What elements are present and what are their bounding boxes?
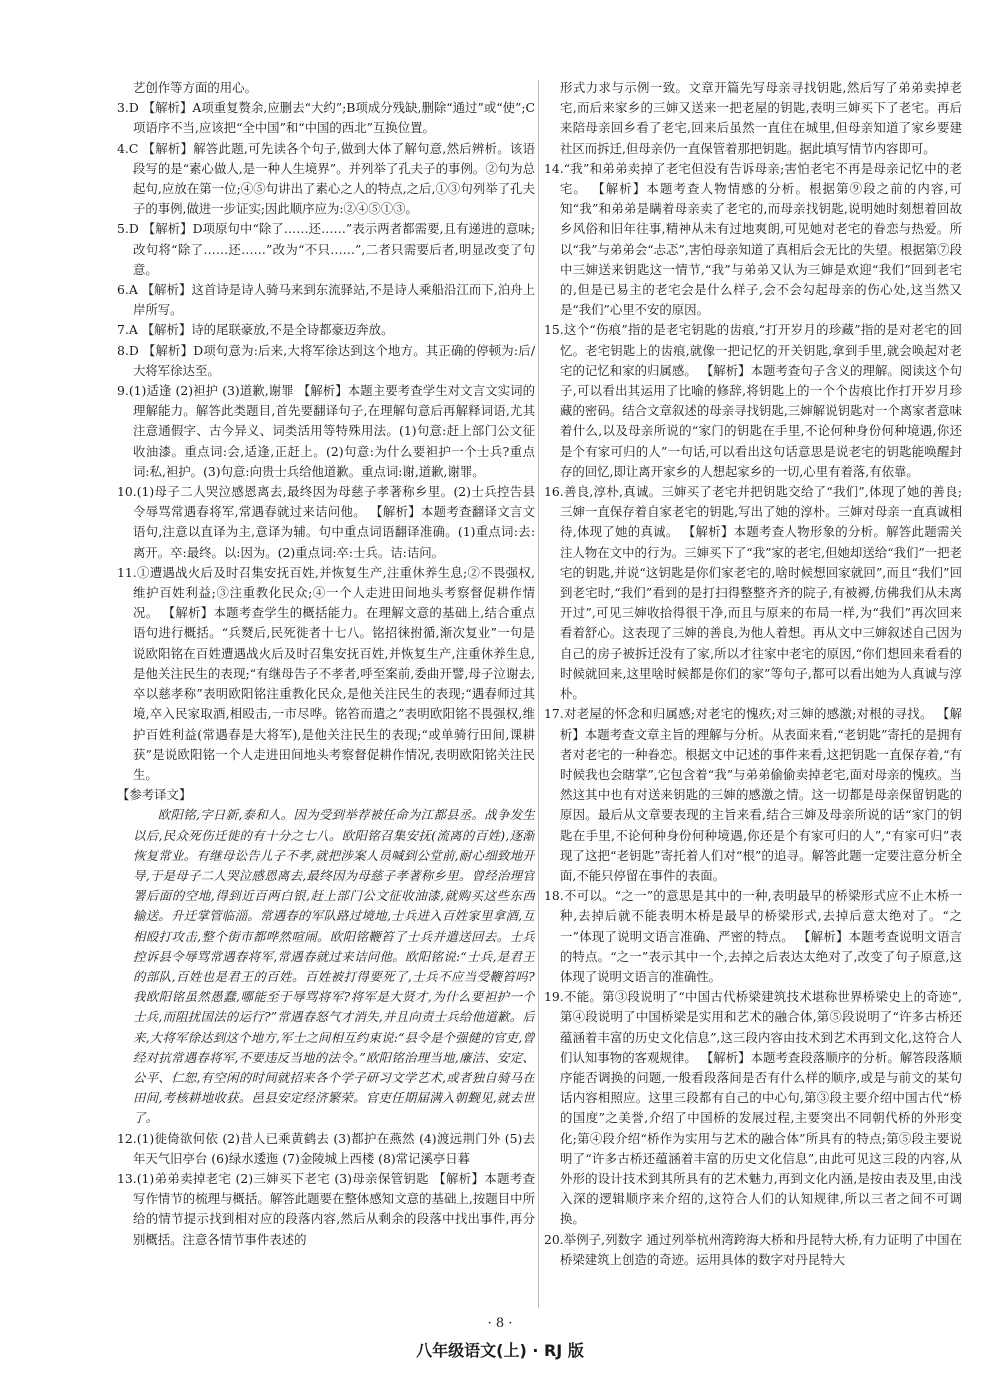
reference-heading: 【参考译文】: [117, 787, 192, 803]
answer-item: 17.对老屋的怀念和归属感;对老宅的愧疚;对三婶的感激;对根的寻找。 【解析】本题考查文章主旨的理解与分析。从表面来看,“老钥匙”寄托的是拥有者对老宅的一种眷恋。根据文中记述的事件来看,这把钥匙一直保存着,“有时候我也会瞎掌”,它包含着“我”与弟弟偷偷卖掉老宅,面对母亲的愧疚。当然这其中也有对送来钥匙的三婶的感激之情。这一切都是母亲保留钥匙的原因。最后从文章要表现的主旨来看,结合三婶及母亲所说的话“家门的钥匙在手里,不论何种身份何种境遇,你还是个有家可归的人”,“有家可归”表现了这把“老钥匙”寄托着人们对“根”的追寻。解答此题一定要注意分析全面,不能只停留在事件的表面。: [544, 706, 962, 883]
answer-item: 3.D 【解析】A项重复赘余,应删去“大约”;B项成分残缺,删除“通过”或“使”;C项语序不当,应该把“全中国”和“中国的西北”互换位置。: [117, 100, 535, 136]
answer-item: 19.不能。第③段说明了“中国古代桥梁建筑技术堪称世界桥梁史上的奇迹”,第④段说明了中国桥梁是实用和艺术的融合体,第⑤段说明了“许多古桥还蕴涵着丰富的历史文化信息”,这三段内容由技术到艺术再到文化,这符合人们认知事物的客观规律。 【解析】本题考查段落顺序的分析。解答段落顺序能否调换的问题,一般看段落间是否有什么样的顺序,或是与前文的某句话内容相照应。这里三段都有自己的中心句,第③段主要介绍中国古代“桥的国度”之美誉,介绍了中国桥的发展过程,主要突出不同朝代桥的外形变化;第④段介绍“桥作为实用与艺术的融合体”所具有的特点;第⑤段主要说明了“许多古桥还蕴涵着丰富的历史文化信息”,由此可见这三段的内容,从外形的设计技术到其所具有的艺术魅力,再到文化内涵,是按由表及里,由浅入深的逻辑顺序来介绍的,这符合人们的认知规律,所以三者之间不可调换。: [544, 989, 962, 1227]
answer-item: 8.D 【解析】D项句意为:后来,大将军徐达到这个地方。其正确的停顿为:后/大将军徐达至。: [117, 342, 535, 378]
answer-item: 13.(1)弟弟卖掉老宅 (2)三婶买下老宅 (3)母亲保管钥匙 【解析】本题考查写作情节的梳理与概括。解答此题要在整体感知文意的基础上,按题目中所给的情节提示找到相对应的段落内容,然后从剩余的段落中找出事件,再分别概括。注意各情节事件表述的: [117, 1170, 535, 1247]
column-divider: [538, 80, 539, 1308]
answer-item: 9.(1)适逢 (2)袒护 (3)道歉,谢罪 【解析】本题主要考查学生对文言文实词的理解能力。解答此类题目,首先要翻译句子,在理解句意后再解释词语,尤其注意通假字、古今异义、词类活用等特殊用法。(1)句意:赶上部门公文征收油漆。重点词:会,适逢,正赶上。(2)句意:为什么要袒护一个士兵?重点词:私,袒护。(3)句意:向贵士兵给他道歉。重点词:谢,道歉,谢罪。: [117, 383, 535, 479]
answer-item: 18.不可以。“之一”的意思是其中的一种,表明最早的桥梁形式应不止木桥一种,去掉后就不能表明木桥是最早的桥梁形式,去掉后意太绝对了。“之一”体现了说明文语言准确、严密的特点。 【解析】本题考查说明文语言的特点。“之一”表示其中一个,去掉之后表达太绝对了,改变了句子原意,这体现了说明文语言的准确性。: [544, 888, 962, 984]
footer-title: 八年级语文(上) · RJ 版: [416, 1341, 584, 1360]
answer-item: 14.“我”和弟弟卖掉了老宅但没有告诉母亲;害怕老宅不再是母亲记忆中的老宅。 【解析】本题考查人物情感的分析。根据第⑨段之前的内容,可知“我”和弟弟是瞒着母亲卖了老宅的,而母亲找钥匙,说明她时刻想着回故乡风俗和旧年往事,精神从未有过地爽朗,可见她对老宅的眷恋与热爱。所以“我”与弟弟会“忐忑”,害怕母亲知道了真相后会无比的失望。根据第⑦段中三婶送来钥匙这一情节,“我”与弟弟又认为三婶是欢迎“我们”回到老宅的,但是已易主的老宅会是什么样子,会不会勾起母亲的伤心处,这当然又是“我们”心里不安的原因。: [544, 160, 962, 318]
answer-item: 11.①遭遇战火后及时召集安抚百姓,并恢复生产,注重休养生息;②不畏强权,维护百姓利益;③注重教化民众;④一个人走进田间地头考察督促耕作情况。 【解析】本题考查学生的概括能力。在理解文意的基础上,结合重点语句进行概括。“兵燹后,民死徙者十七八。铭招徕拊循,渐次复业”一句是说欧阳铭在百姓遭遇战火后及时召集安抚百姓,并恢复生产,注重休养生息,是他关注民生的表现;“有继母告子不孝者,呼至案前,委曲开譬,母子泣谢去,卒以慈孝称”表明欧阳铭注重教化民众,是他关注民生的表现;“遇春师过其境,卒入民家取酒,相殴击,一市尽哗。铭笞而遣之”表明欧阳铭不畏强权,维护百姓利益(常遇春是大将军),是他关注民生的表现;“或单骑行田间,课耕获”是说欧阳铭一个人走进田间地头考察督促耕作情况,表明欧阳铭关注民生。: [117, 564, 535, 782]
continued-text: 艺创作等方面的用心。: [133, 80, 257, 95]
answer-item: 15.这个“伤痕”指的是老宅钥匙的齿痕,“打开岁月的珍藏”指的是对老宅的回忆。老宅钥匙上的齿痕,就像一把记忆的开关钥匙,拿到手里,就会唤起对老宅的记忆和家的归属感。 【解析】本题考查句子含义的理解。阅读这个句子,可以看出其运用了比喻的修辞,将钥匙上的一个个齿痕比作打开岁月珍藏的密码。结合文章叙述的母亲寻找钥匙,三婶解说钥匙对一个离家者意味着什么,以及母亲所说的“家门的钥匙在手里,不论何种身份何种境遇,你还是个有家可归的人”一句话,可以看出这句话意思是说老宅的钥匙能唤醒封存的回忆,即让离开家乡的人想起家乡的一切,心里有着落,有依靠。: [544, 322, 962, 479]
answer-item: 20.举例子,列数字 通过列举杭州湾跨海大桥和丹昆特大桥,有力证明了中国在桥梁建筑上创造的奇迹。运用具体的数字对丹昆特大: [544, 1231, 962, 1267]
left-column: [117, 78, 535, 1306]
answer-item: 7.A 【解析】诗的尾联豪放,不是全诗都豪迈奔放。: [117, 322, 394, 338]
page-number: · 8 ·: [487, 1316, 513, 1331]
answer-item: 6.A 【解析】这首诗是诗人骑马来到东流驿站,不是诗人乘船沿江而下,泊舟上岸所写。: [117, 282, 535, 318]
continued-text: 形式力求与示例一致。文章开篇先写母亲寻找钥匙,然后写了弟弟卖掉老宅,而后来家乡的三婶又送来一把老屋的钥匙,表明三婶买下了老宅。再后来陪母亲回乡看了老宅,回来后虽然一直住在城里,但母亲知道了家乡要建社区而拆迁,但母亲仍一直保管着那把钥匙。据此填写情节内容即可。: [560, 80, 962, 156]
right-column: [544, 78, 962, 1312]
answer-item: 12.(1)徙倚欲何依 (2)昔人已乘黄鹤去 (3)都护在燕然 (4)渡远荆门外 (5)去年天气旧亭台 (6)绿水逶迤 (7)金陵城上西楼 (8)常记溪亭日暮: [117, 1130, 535, 1166]
translation-paragraph: 欧阳铭,字日新,泰和人。因为受到举荐被任命为江都县丞。战争发生以后,民众死伤迁徙的有十分之七八。欧阳铭召集安抚(流离的百姓),逐渐恢复常业。有继母讼告儿子不孝,就把涉案人员喊到公堂前,耐心细致地开导,于是母子二人哭泣感恩离去,最终因为母慈子孝著称乡里。曾经治理官署后面的空地,得到近百两白银,赶上部门公文征收油漆,就购买这些东西输送。升迁掌管临淄。常遇春的军队路过境地,士兵进入百姓家里拿酒,互相殴打攻击,整个街市都哗然喧闹。欧阳铭鞭笞了士兵并遣送回去。士兵控诉县令辱骂常遇春将军,常遇春就过来诘问他。欧阳铭说:“士兵,是君王的部队,百姓也是君王的百姓。百姓被打得要死了,士兵不应当受鞭笞吗?我欧阳铭虽然愚蠢,哪能至于辱骂将军?将军是大贤才,为什么要袒护一个士兵,而阻扰国法的运行?”常遇春怒气才消失,并且向责士兵给他道歉。后来,大将军徐达到这个地方,军士之间相互约束说:“县令是个强健的官吏,曾经对抗常遇春将军,不要违反当地的法令。”欧阳铭治理当地,廉洁、安定、公平、仁恕,有空闲的时间就招来各个学子研习文学艺术,或者独自骑马在田间,考核耕地收获。邑县安定经济繁荣。官吏任期届满入朝觐见,就去世了。: [133, 807, 535, 1126]
answer-item: 16.善良,淳朴,真诚。三婶买了老宅并把钥匙交给了“我们”,体现了她的善良;三婶一直保存着自家老宅的钥匙,写出了她的淳朴。三婶对母亲一直真诚相待,体现了她的真诚。 【解析】本题考查人物形象的分析。解答此题需关注人物在文中的行为。三婶买下了“我”家的老宅,但她却送给“我们”一把老宅的钥匙,并说“这钥匙是你们家老宅的,啥时候想回家就回”,而且“我们”回到老宅时,“我们”看到的是打扫得整整齐齐的院子,有被褥,仿佛我们从未离开过”,可见三婶收拾得很干净,而且与原来的布局一样,为“我们”再次回来看着舒心。这表现了三婶的善良,为他人着想。再从文中三婶叙述自己因为自己的房子被拆迁没有了家,所以才往家中老宅的原因,“你们想回来看看的时候就回来,这里啥时候都是你们的家”等句子,都可以看出她为人真诚与淳朴。: [544, 484, 962, 702]
answer-item: 10.(1)母子二人哭泣感恩离去,最终因为母慈子孝著称乡里。(2)士兵控告县令辱骂常遇春将军,常遇春就过来诘问他。 【解析】本题考查翻译文言文语句,注意以直译为主,意译为辅。句中重点词语翻译准确。(1)重点词:去:离开。卒:最终。以:因为。(2)重点词:卒:士兵。诘:诘问。: [117, 484, 535, 560]
answer-item: 4.C 【解析】解答此题,可先读各个句子,做到大体了解句意,然后辨析。该语段写的是“素心做人,是一种人生境界”。并列举了孔夫子的事例。②句为总起句,应放在第一位;④⑤句讲出了素心之人的特点,之后,①③句列举了孔夫子的事例,做进一步证实;因此顺序应为:②④⑤①③。: [117, 140, 535, 217]
answer-item: 5.D 【解析】D项原句中“除了……还……”表示两者都需要,且有递进的意味;改句将“除了……还……”改为“不只……”,二者只需要后者,明显改变了句意。: [117, 221, 535, 277]
